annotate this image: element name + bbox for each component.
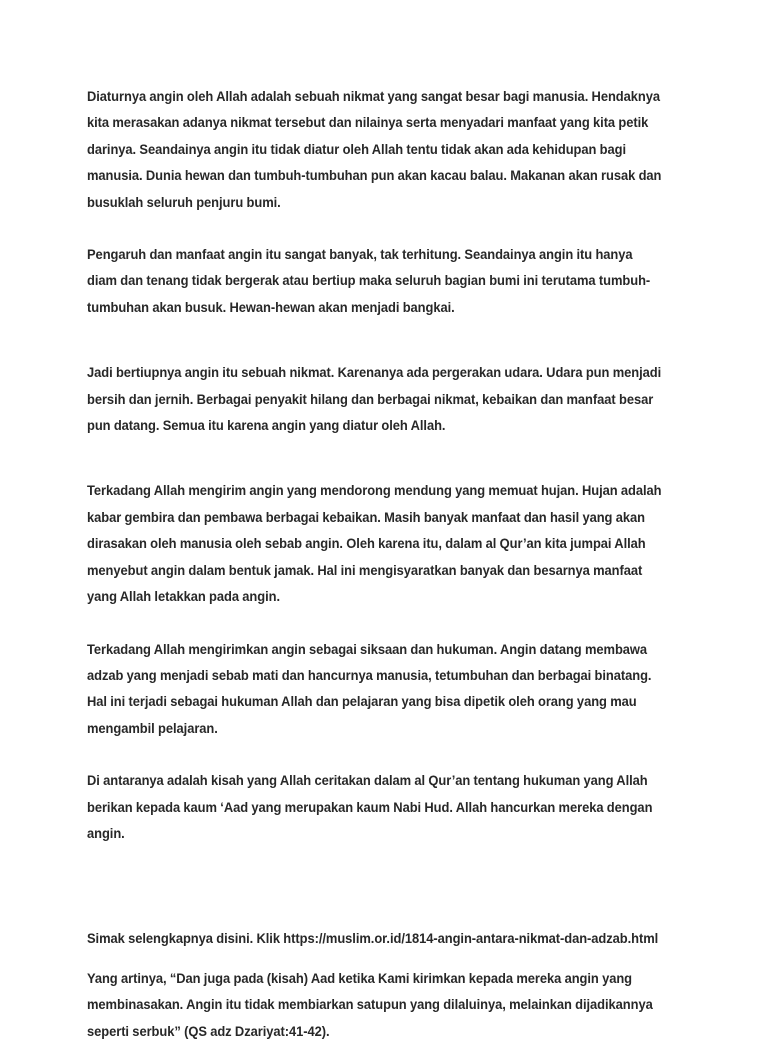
paragraph-1: Diaturnya angin oleh Allah adalah sebuah nikmat yang sangat besar bagi manusia. Hendaknya kita merasakan adanya nikmat tersebut dan nilainya serta menyadari manfaat yang kita petik darinya. Seandainya angin itu tidak diatur oleh Allah tentu tidak akan ada kehidupan bagi manusia. Dunia hewan dan tumbuh-tumbuhan pun akan kacau balau. Makanan akan rusak dan busuklah seluruh penjuru bumi. bbox=[87, 89, 662, 210]
paragraph-spacer bbox=[87, 321, 684, 347]
document-body bbox=[87, 84, 684, 1045]
source-link-line[interactable]: Simak selengkapnya disini. Klik https://muslim.or.id/1814-angin-antara-nikmat-dan-adzab.html bbox=[87, 931, 659, 947]
paragraph-4: Terkadang Allah mengirim angin yang mendorong mendung yang memuat hujan. Hujan adalah kabar gembira dan pembawa berbagai kebaikan. Masih banyak manfaat dan hasil yang akan dirasakan oleh manusia oleh sebab angin. Oleh karena itu, dalam al Qur’an kita jumpai Allah menyebut angin dalam bentuk jamak. Hal ini mengisyaratkan banyak dan besarnya manfaat yang Allah letakkan pada angin. bbox=[87, 483, 662, 605]
paragraph-spacer bbox=[87, 953, 684, 966]
paragraph-2: Pengaruh dan manfaat angin itu sangat banyak, tak terhitung. Seandainya angin itu hanya diam dan tenang tidak bergerak atau bertiup maka seluruh bagian bumi ini terutama tumbuh-tumbuhan akan busuk. Hewan-hewan akan menjadi bangkai. bbox=[87, 247, 651, 315]
section-spacer bbox=[87, 847, 684, 926]
paragraph-5: Terkadang Allah mengirimkan angin sebagai siksaan dan hukuman. Angin datang membawa adzab yang menjadi sebab mati dan hancurnya manusia, tetumbuhan dan berbagai binatang. Hal ini terjadi sebagai hukuman Allah dan pelajaran yang bisa dipetik oleh orang yang mau mengambil pelajaran. bbox=[87, 641, 652, 736]
quote-paragraph: Yang artinya, “Dan juga pada (kisah) Aad ketika Kami kirimkan kepada mereka angin yang membinasakan. Angin itu tidak membiarkan satupun yang dilaluinya, melainkan dijadikannya seperti serbuk” (QS adz Dzariyat:41-42). bbox=[87, 970, 653, 1039]
paragraph-spacer bbox=[87, 611, 684, 637]
paragraph-spacer bbox=[87, 347, 684, 360]
paragraph-spacer bbox=[87, 439, 684, 465]
paragraph-spacer bbox=[87, 465, 684, 478]
paragraph-spacer bbox=[87, 216, 684, 242]
paragraph-spacer bbox=[87, 742, 684, 768]
paragraph-6: Di antaranya adalah kisah yang Allah ceritakan dalam al Qur’an tentang hukuman yang Allah berikan kepada kaum ‘Aad yang merupakan kaum Nabi Hud. Allah hancurkan mereka dengan angin. bbox=[87, 773, 653, 841]
paragraph-3: Jadi bertiupnya angin itu sebuah nikmat. Karenanya ada pergerakan udara. Udara pun menjadi bersih dan jernih. Berbagai penyakit hilang dan berbagai nikmat, kebaikan dan manfaat besar pun datang. Semua itu karena angin yang diatur oleh Allah. bbox=[87, 365, 662, 434]
